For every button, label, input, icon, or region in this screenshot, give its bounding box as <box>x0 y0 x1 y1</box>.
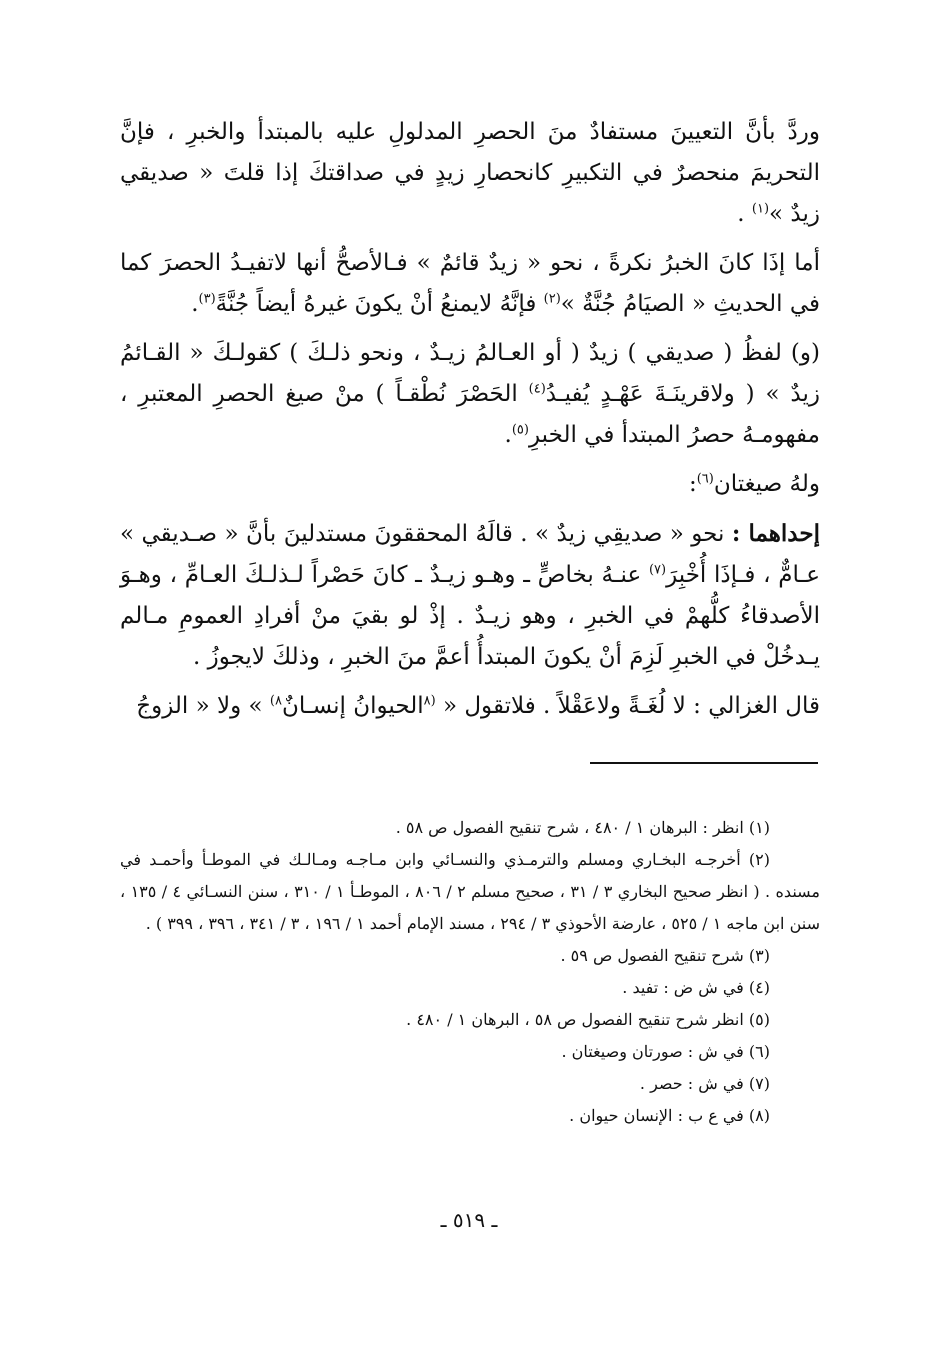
footnote-ref[interactable]: (٣) <box>198 291 216 307</box>
footnote: (٧) في ش : حصر . <box>639 1074 770 1093</box>
main-text <box>120 112 820 735</box>
footnotes <box>120 812 820 1132</box>
paragraph-text: الحَصْرَ نُطْقـاً ) منْ صيغ الحصرِ المعتبرِ ، مفهومـهُ حصرُ المبتدأ في الخبرِ <box>120 381 820 448</box>
footnote-ref[interactable]: (٥) <box>511 422 529 438</box>
paragraph <box>120 464 820 505</box>
paragraph-end: . <box>504 422 512 448</box>
page-number: ـ ٥١٩ ـ <box>440 1208 498 1232</box>
paragraph-text: (و) لفظُ ( صديقي ) زيدٌ ( أو العـالمُ زيـدٌ ، ونحو ذلـكَ ) كقولـكَ « القـائمُ زيدٌ » ( ولاقرينَـةَ عَهْـدٍ يُفيـدُ <box>120 340 820 407</box>
paragraph-text: نحو « صديقِي زيدٌ » . قالَهُ المحققونَ مستدلينَ بأنَّ « صـديقي » عـامٌّ ، فـإذَا أُخْبِرَ <box>120 521 820 588</box>
footnote: (٥) انظر شرح تنقيح الفصول ص ٥٨ ، البرهان ١ / ٤٨٠ . <box>406 1010 770 1029</box>
paragraph <box>120 333 820 456</box>
paragraph-text: عنـهُ بخاصٍّ ـ وهـو زيـدٌ ـ كانَ حَصْراً لـذلـكَ العـامِّ ، وهـوَ الأصدقاءُ كلُّهمْ في الخبرِ ، وهو زيـدٌ . إذْ لو بقيَ منْ أفرادِ العمومِ مـالم يـدخُلْ في الخبرِ لَزِمَ أنْ يكونَ المبتدأُ أعمَّ منَ الخبرِ ، وذلكَ لايجوزُ <box>120 562 820 670</box>
paragraph <box>120 243 820 325</box>
paragraph-text: وردَّ بأنَّ التعيينَ مستفادٌ منَ الحصرِ المدلولِ عليه بالمبتدأ والخبرِ ، فإنَّ التحريمَ منحصرٌ في التكبيرِ كانحصارِ زيدٍ في صداقتكَ إذا قلتَ « صديقي زيدٌ » <box>120 119 820 227</box>
paragraph-end: » ولا « الزوجُ <box>136 693 270 719</box>
footnote: (٤) في ش ض : تفيد . <box>622 978 770 997</box>
footnote-text: (٢) أخرجـه البخـاري ومسلم والترمـذي والنسـائي وابن مـاجـه ومـالـك في الموطـأ وأحمـد في مسنده . ( انظر صحيح البخاري ٣ / ٣١ ، صحيح مسلم ٢ / ٨٠٦ ، الموطـأ ١ / ٣١٠ ، سنن النسـائي ٤ / ١٣٥ ، سنن ابن ماجه ١ / ٥٢٥ ، عارضة الأحوذي ٣ / ٢٩٤ ، مسند الإمام أحمد ١ / ١٩٦ ، ٣ / ٣٤١ ، ٣٩٦ ، ٣٩٩ ) . <box>120 850 820 933</box>
footnote-divider <box>590 762 818 764</box>
paragraph-text: قال الغزالي : لا لُغَـةً ولاعَقْلاً . فلاتقول « <box>435 693 820 719</box>
footnote: (١) انظر : البرهان ١ / ٤٨٠ ، شرح تنقيح الفصول ص ٥٨ . <box>395 818 770 837</box>
footnote-ref[interactable]: (٧) <box>648 562 667 578</box>
heading-label: إحداهما : <box>731 520 820 547</box>
footnote-ref[interactable]: (٢) <box>543 291 561 307</box>
footnote: (٣) شرح تنقيح الفصول ص ٥٩ . <box>560 946 770 965</box>
paragraph <box>120 686 820 727</box>
footnote-ref[interactable]: (٨ <box>423 693 436 709</box>
paragraph-text: أما إذَا كانَ الخبرُ نكرةً ، نحو « زيدٌ قائمٌ » فـالأصحُّ أنها لاتفيـدُ الحصرَ كما في الحديثِ « الصيَامُ جُنَّةٌ » <box>120 250 820 317</box>
paragraph-text: الحيوانُ إنسـانٌ <box>281 693 424 719</box>
paragraph-end: : <box>688 471 697 497</box>
footnote-ref[interactable]: (٤) <box>528 381 546 397</box>
footnote: (٦) في ش : صورتان وصيغتان . <box>561 1042 770 1061</box>
footnote <box>120 844 820 940</box>
footnote-ref[interactable]: (١) <box>751 201 770 217</box>
paragraph-text: ولهُ صيغتان <box>713 471 820 497</box>
footnote-ref[interactable]: (٦) <box>696 471 714 487</box>
paragraph-end: . <box>737 201 745 227</box>
footnote: (٨) في ع ب : الإنسان حيوان . <box>569 1106 770 1125</box>
paragraph <box>120 112 820 235</box>
paragraph-end: . <box>192 644 201 670</box>
paragraph-text: فإنَّهُ لايمنعُ أنْ يكونَ غيرهُ أيضاً جُنَّةً <box>215 291 544 317</box>
paragraph <box>120 513 820 678</box>
paragraph-end: . <box>191 291 199 317</box>
footnote-ref[interactable]: ٨) <box>269 693 282 709</box>
